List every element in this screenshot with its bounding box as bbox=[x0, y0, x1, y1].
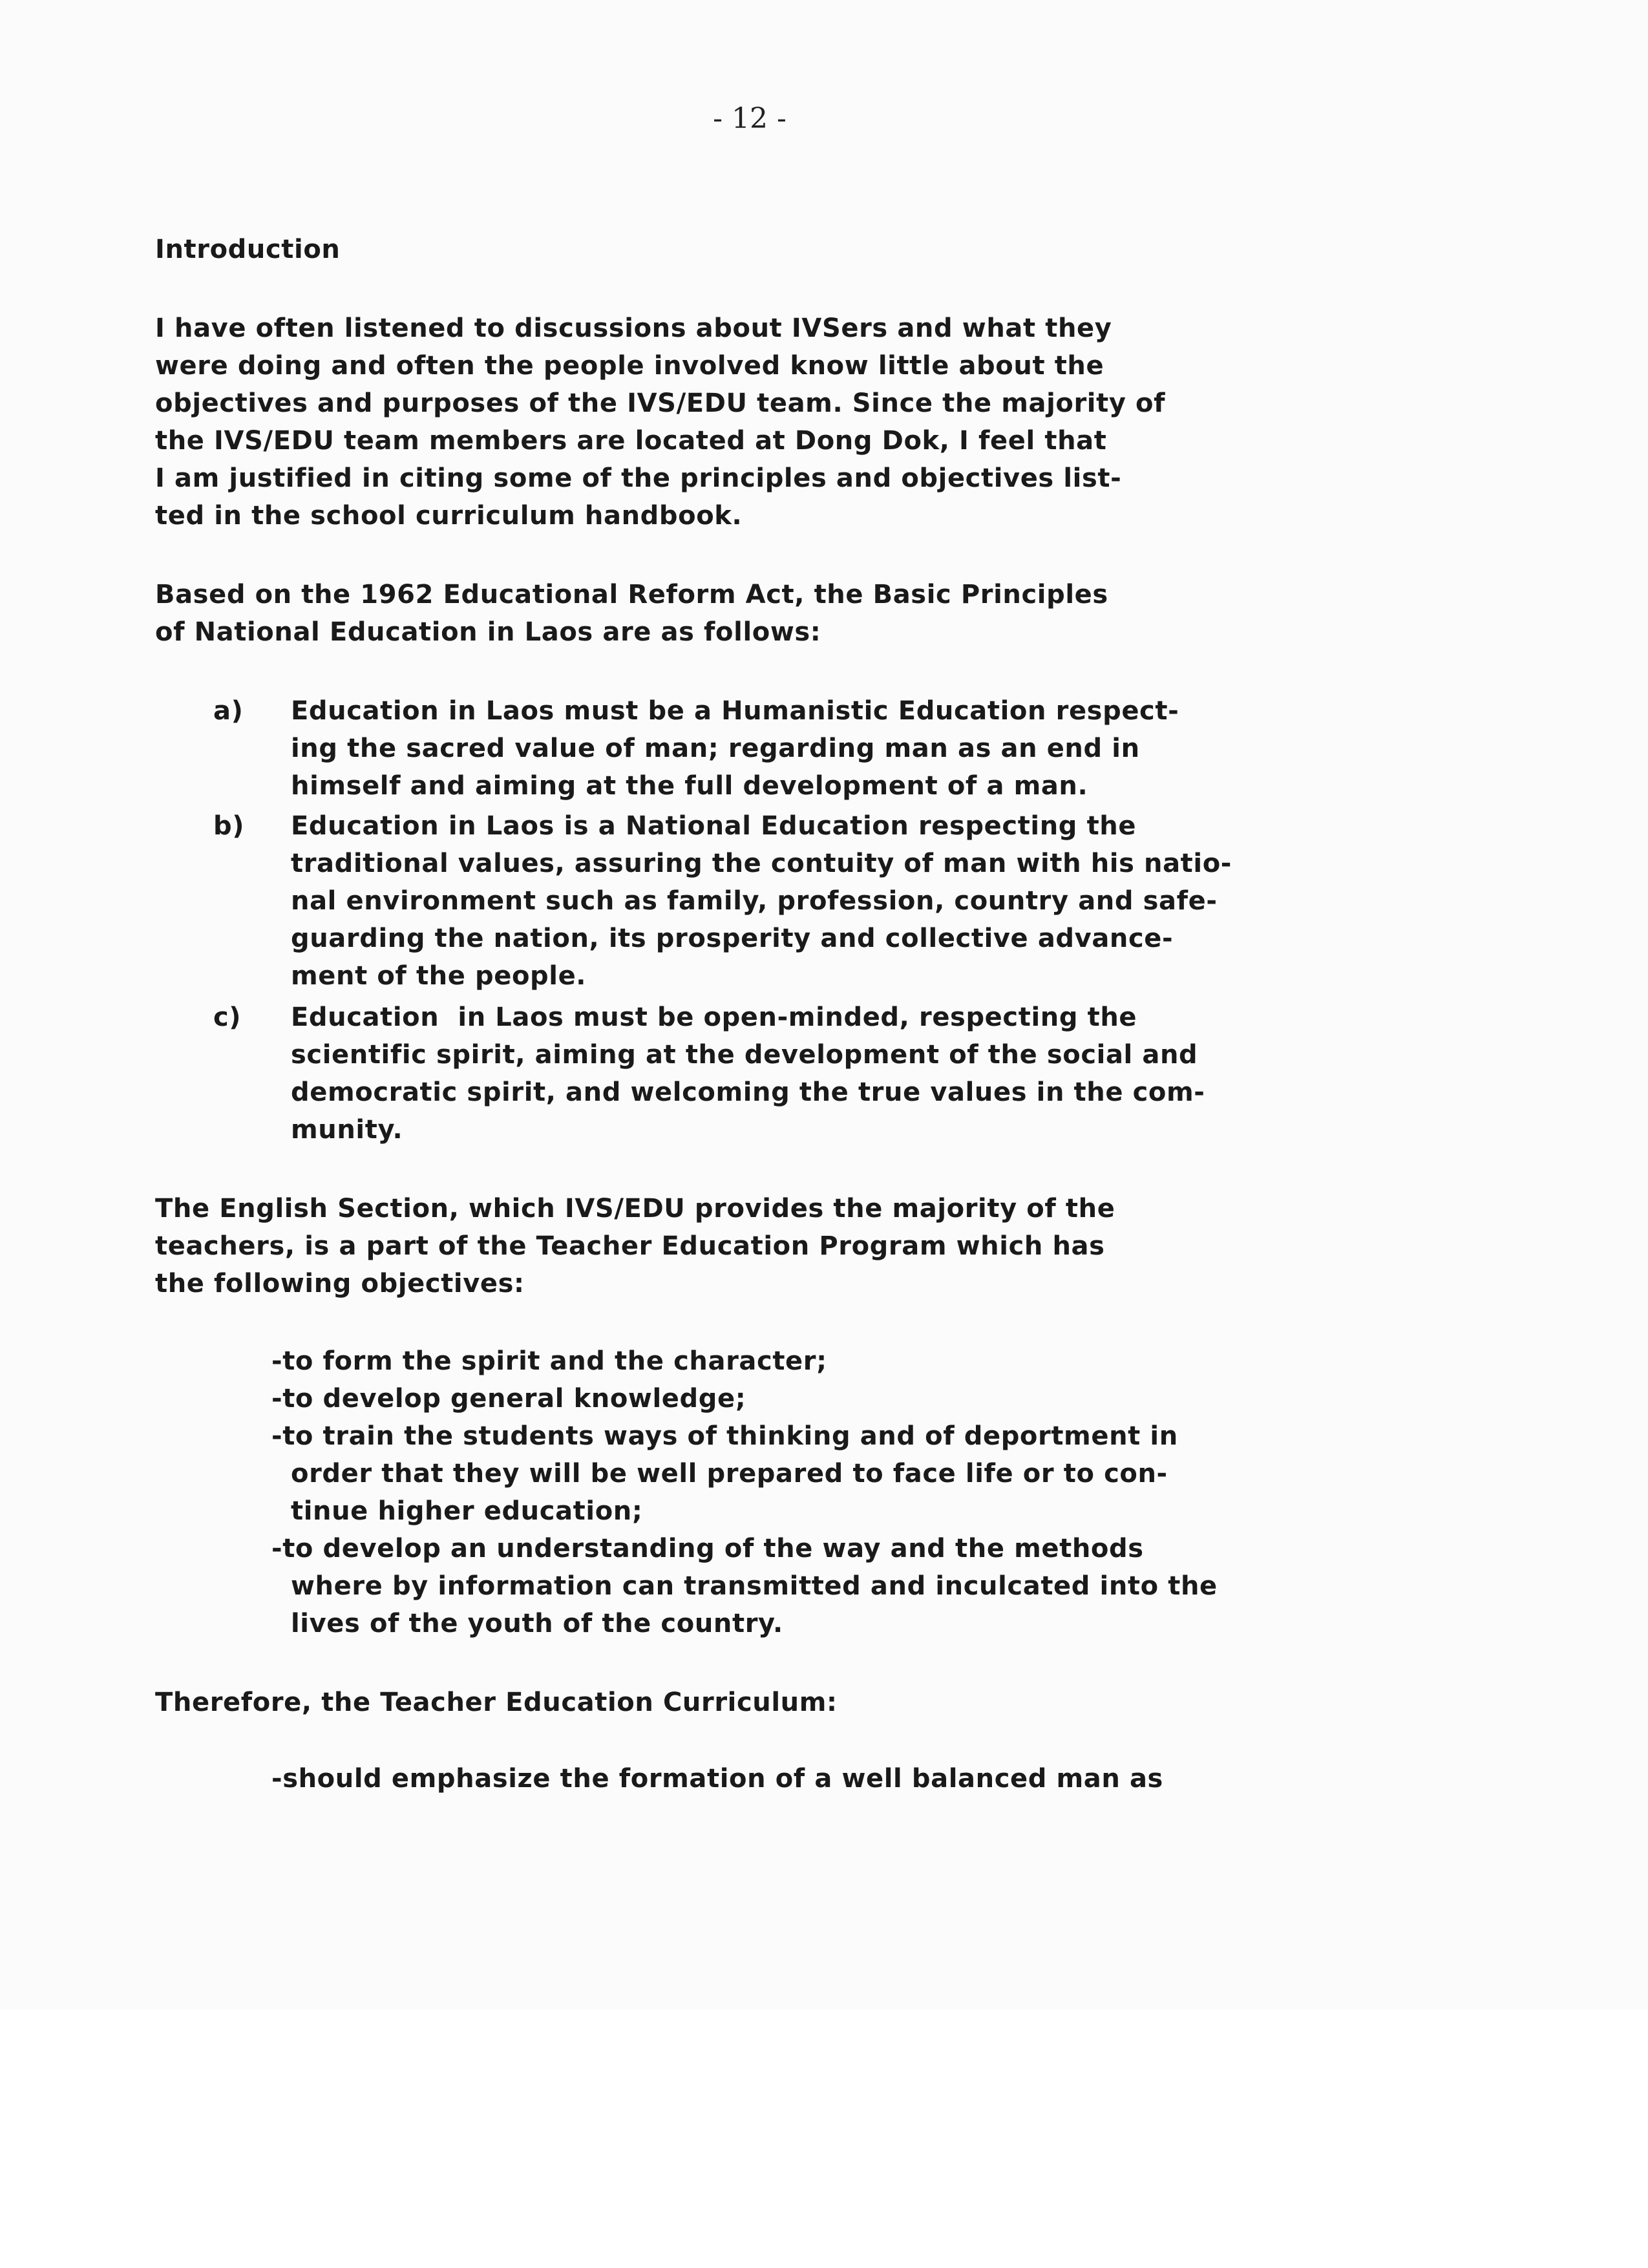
principle-line: Education in Laos must be open-minded, respecting the bbox=[291, 1002, 1137, 1032]
objective-line: where by information can transmitted and inculcated into the bbox=[291, 1571, 1218, 1601]
principle-line: Education in Laos must be a Humanistic Education respect- bbox=[291, 696, 1179, 726]
objective-line: tinue higher education; bbox=[291, 1496, 643, 1526]
objective-line: -to train the students ways of thinking and of deportment in bbox=[271, 1421, 1178, 1451]
intro-line: were doing and often the people involved know little about the bbox=[155, 351, 1104, 381]
principle-line: himself and aiming at the full development of a man. bbox=[291, 771, 1088, 801]
list-marker: c) bbox=[213, 1002, 242, 1032]
principle-line: Education in Laos is a National Education respecting the bbox=[291, 811, 1137, 841]
english-section-line: the following objectives: bbox=[155, 1269, 525, 1298]
intro-line: I have often listened to discussions about IVSers and what they bbox=[155, 313, 1112, 343]
principle-line: scientific spirit, aiming at the development of the social and bbox=[291, 1040, 1198, 1070]
page-bottom-margin bbox=[0, 2009, 1648, 2268]
intro-line: I am justified in citing some of the principles and objectives list- bbox=[155, 463, 1122, 493]
english-section-line: teachers, is a part of the Teacher Education Program which has bbox=[155, 1231, 1105, 1261]
objective-line: -to develop an understanding of the way and the methods bbox=[271, 1534, 1144, 1563]
principle-line: munity. bbox=[291, 1115, 403, 1145]
page-number: - 12 - bbox=[713, 102, 787, 135]
principles-intro-line: Based on the 1962 Educational Reform Act, the Basic Principles bbox=[155, 580, 1108, 609]
principle-line: traditional values, assuring the contuity of man with his natio- bbox=[291, 849, 1232, 878]
principle-line: ment of the people. bbox=[291, 961, 587, 991]
principles-intro-line: of National Education in Laos are as follows: bbox=[155, 617, 821, 647]
objective-line: -to form the spirit and the character; bbox=[271, 1346, 827, 1376]
intro-line: the IVS/EDU team members are located at Dong Dok, I feel that bbox=[155, 426, 1107, 456]
objective-line: -to develop general knowledge; bbox=[271, 1384, 746, 1414]
objective-line: lives of the youth of the country. bbox=[291, 1609, 783, 1638]
curriculum-item: -should emphasize the formation of a well balanced man as bbox=[271, 1764, 1163, 1794]
list-marker: b) bbox=[213, 811, 245, 841]
principle-line: nal environment such as family, profession, country and safe- bbox=[291, 886, 1218, 916]
english-section-line: The English Section, which IVS/EDU provides the majority of the bbox=[155, 1194, 1115, 1224]
objective-line: order that they will be well prepared to face life or to con- bbox=[291, 1459, 1168, 1489]
curriculum-heading-line: Therefore, the Teacher Education Curriculum: bbox=[155, 1688, 838, 1717]
intro-line: objectives and purposes of the IVS/EDU team. Since the majority of bbox=[155, 388, 1166, 418]
principle-line: guarding the nation, its prosperity and collective advance- bbox=[291, 924, 1174, 953]
list-marker: a) bbox=[213, 696, 244, 726]
section-heading-introduction: Introduction bbox=[155, 235, 341, 264]
principle-line: ing the sacred value of man; regarding man as an end in bbox=[291, 734, 1140, 763]
principle-line: democratic spirit, and welcoming the true values in the com- bbox=[291, 1077, 1205, 1107]
intro-line: ted in the school curriculum handbook. bbox=[155, 501, 743, 531]
